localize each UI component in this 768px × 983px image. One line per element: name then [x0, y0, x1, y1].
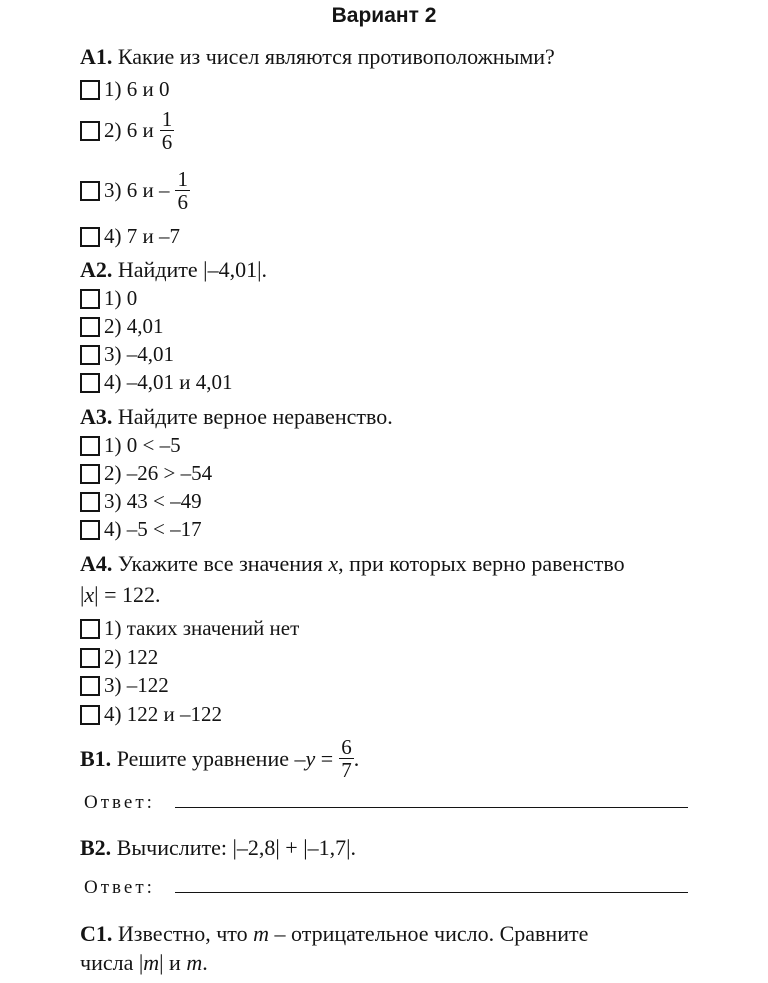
option-a4-1[interactable] — [80, 616, 299, 641]
checkbox[interactable] — [80, 619, 100, 639]
fraction-denominator: 6 — [177, 190, 188, 214]
option-a1-1[interactable] — [80, 77, 169, 102]
checkbox[interactable] — [80, 676, 100, 696]
option-a1-2[interactable] — [80, 108, 174, 153]
option-label: 4) –4,01 и 4,01 — [104, 370, 233, 394]
checkbox[interactable] — [80, 80, 100, 100]
variable: x — [328, 551, 339, 576]
question-text: Какие из чисел являются противоположными? — [112, 44, 555, 69]
option-a4-4[interactable] — [80, 702, 222, 727]
checkbox[interactable] — [80, 227, 100, 247]
question-number: А1. — [80, 44, 113, 69]
question-text: . — [353, 745, 360, 771]
question-text: . — [202, 950, 208, 975]
option-label: 1) 0 — [104, 286, 138, 310]
variable: m — [186, 950, 203, 975]
option-label: 3) 43 < –49 — [104, 489, 202, 513]
variable: y — [305, 745, 316, 771]
question-text: – отрицательное число. Сравните — [268, 921, 589, 946]
option-label: 1) 6 и 0 — [104, 77, 170, 101]
option-a4-3[interactable] — [80, 673, 169, 698]
checkbox[interactable] — [80, 648, 100, 668]
question-text: Известно, что — [112, 921, 254, 946]
question-c1-line2 — [80, 950, 208, 976]
fraction-numerator: 6 — [341, 735, 352, 759]
question-text: Найдите верное неравенство. — [112, 404, 393, 429]
question-a1 — [80, 44, 555, 70]
option-label: 4) –5 < –17 — [104, 517, 202, 541]
question-text: , при которых верно равенство — [338, 551, 625, 576]
checkbox[interactable] — [80, 464, 100, 484]
option-a2-3[interactable] — [80, 342, 174, 367]
option-label: 1) таких значений нет — [104, 616, 300, 640]
question-c1 — [80, 921, 588, 947]
checkbox[interactable] — [80, 289, 100, 309]
fraction-numerator: 1 — [177, 167, 188, 191]
question-number: В1. — [80, 745, 112, 771]
question-text: числа | — [80, 950, 144, 975]
question-a4-line2 — [80, 582, 160, 608]
option-a3-3[interactable] — [80, 489, 202, 514]
question-text: Укажите все значения — [112, 551, 329, 576]
answer-line[interactable] — [175, 892, 688, 893]
checkbox[interactable] — [80, 705, 100, 725]
checkbox[interactable] — [80, 181, 100, 201]
question-a2 — [80, 257, 267, 283]
option-a2-1[interactable] — [80, 286, 137, 311]
question-number: А3. — [80, 404, 113, 429]
question-number: А4. — [80, 551, 113, 576]
fraction — [175, 168, 190, 213]
checkbox[interactable] — [80, 436, 100, 456]
abs-bar: | — [80, 582, 85, 607]
option-a1-4[interactable] — [80, 224, 180, 249]
fraction-numerator: 1 — [161, 107, 173, 131]
fraction — [339, 736, 354, 781]
question-number: С1. — [80, 921, 113, 946]
option-label: 2) 4,01 — [104, 314, 164, 338]
question-text: Решите уравнение – — [111, 745, 306, 771]
question-text: | = 122. — [94, 582, 161, 607]
answer-line[interactable] — [175, 807, 688, 808]
answer-label: Ответ: — [84, 877, 155, 898]
question-text: = — [315, 745, 334, 771]
question-a4 — [80, 551, 625, 577]
variable: x — [84, 582, 95, 607]
question-b1 — [80, 736, 359, 781]
question-b2 — [80, 835, 356, 861]
option-label: 2) 122 — [104, 645, 159, 669]
fraction — [160, 108, 175, 153]
option-a3-1[interactable] — [80, 433, 181, 458]
fraction-denominator: 7 — [341, 758, 352, 782]
question-text: Вычислите: |–2,8| + |–1,7|. — [111, 835, 357, 860]
option-label: 4) 122 и –122 — [104, 702, 222, 726]
page-title: Вариант 2 — [331, 4, 437, 27]
option-a2-4[interactable] — [80, 370, 232, 395]
checkbox[interactable] — [80, 492, 100, 512]
option-label: 1) 0 < –5 — [104, 433, 181, 457]
option-label: 3) –4,01 — [104, 342, 174, 366]
option-label: 4) 7 и –7 — [104, 224, 180, 248]
option-label: 2) 6 и — [104, 118, 154, 142]
option-label: 3) 6 и – — [104, 178, 170, 202]
option-label: 2) –26 > –54 — [104, 461, 213, 485]
question-number: А2. — [80, 257, 113, 282]
variable: m — [253, 921, 269, 946]
variable: m — [143, 950, 160, 975]
question-text: Найдите |–4,01|. — [112, 257, 267, 282]
option-a2-2[interactable] — [80, 314, 164, 339]
option-a3-2[interactable] — [80, 461, 212, 486]
option-a1-3[interactable] — [80, 168, 190, 213]
option-a3-4[interactable] — [80, 517, 202, 542]
option-a4-2[interactable] — [80, 645, 158, 670]
question-a3 — [80, 404, 393, 430]
answer-label: Ответ: — [84, 792, 155, 813]
option-label: 3) –122 — [104, 673, 169, 697]
checkbox[interactable] — [80, 121, 100, 141]
checkbox[interactable] — [80, 520, 100, 540]
fraction-denominator: 6 — [161, 130, 173, 154]
checkbox[interactable] — [80, 373, 100, 393]
question-number: В2. — [80, 835, 112, 860]
checkbox[interactable] — [80, 345, 100, 365]
question-text: | и — [159, 950, 187, 975]
checkbox[interactable] — [80, 317, 100, 337]
